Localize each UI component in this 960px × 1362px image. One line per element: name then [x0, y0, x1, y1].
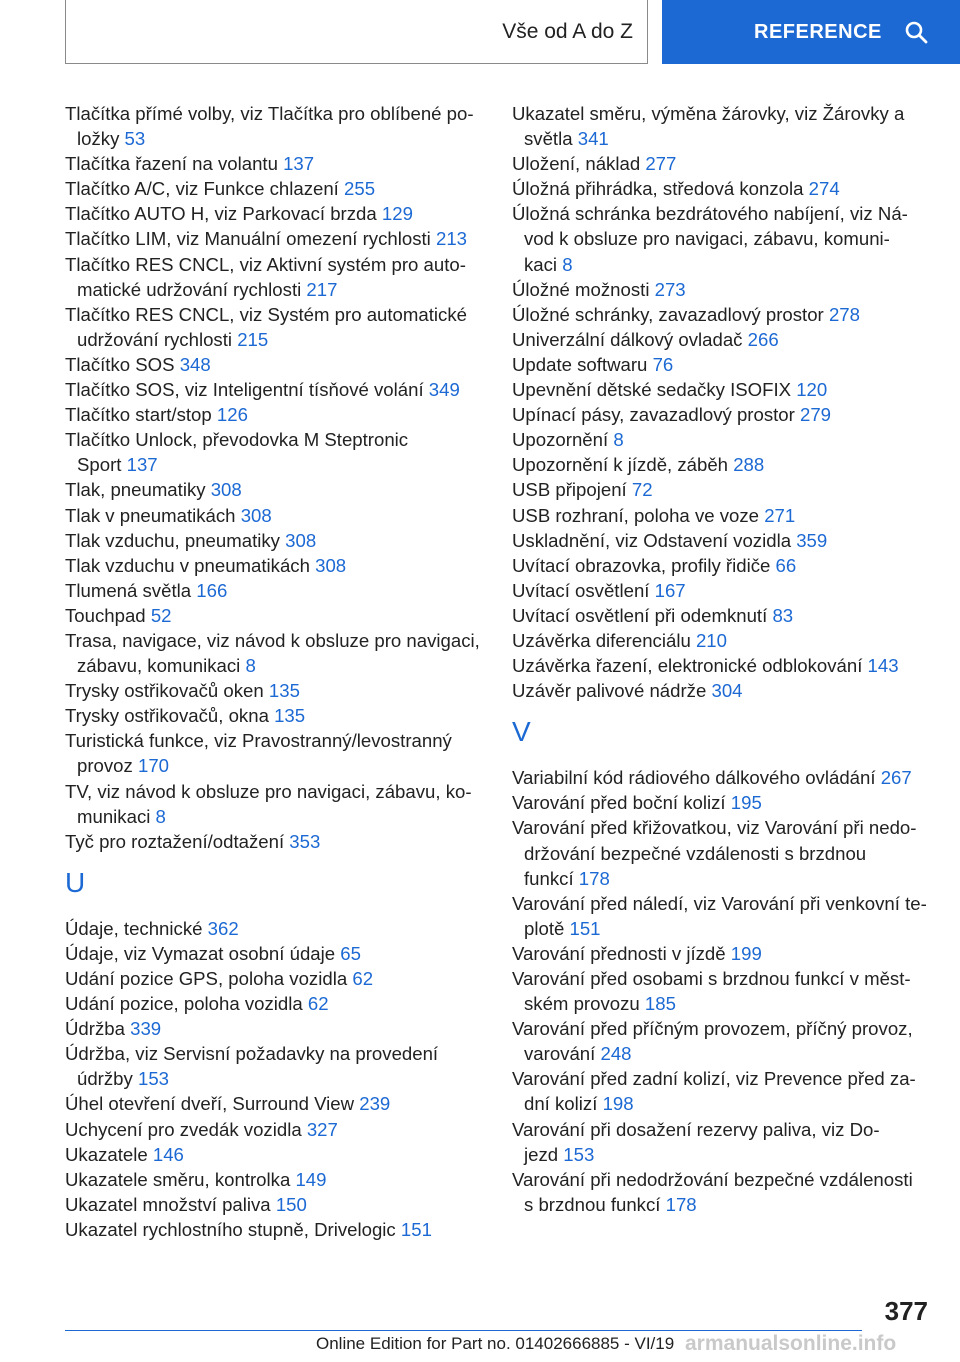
entry-term: Tlačítko A/C, viz Funkce chlazení — [65, 178, 339, 200]
page-link[interactable]: 120 — [796, 379, 828, 401]
page-link[interactable]: 166 — [196, 579, 228, 601]
page-link[interactable]: 273 — [654, 278, 686, 300]
page-link[interactable]: 62 — [352, 968, 374, 989]
index-entry — [65, 1167, 490, 1192]
page-link[interactable]: 8 — [155, 805, 166, 827]
entry-term: s brzdnou funkcí — [524, 1193, 661, 1215]
index-entry — [512, 327, 932, 352]
page-link[interactable]: 66 — [775, 554, 797, 576]
entry-term: Tlak vzduchu v pneumatikách — [65, 554, 310, 576]
index-entry — [65, 302, 490, 352]
entry-term: Upevnění dětské sedačky ISOFIX — [512, 379, 792, 401]
index-entry — [65, 252, 490, 302]
entry-term: světla — [524, 128, 573, 150]
page-link[interactable]: 143 — [867, 655, 899, 677]
index-entry — [65, 1117, 490, 1142]
page-link[interactable]: 362 — [207, 917, 239, 939]
index-entry — [512, 790, 932, 815]
page-link[interactable]: 178 — [578, 867, 610, 889]
page-link[interactable]: 341 — [577, 128, 609, 150]
entry-term: Turistická funkce, viz Pravostranný/levostranný — [65, 730, 452, 752]
index-entry — [512, 477, 932, 502]
index-column-left — [65, 101, 490, 1242]
page-link[interactable]: 149 — [295, 1168, 327, 1190]
entry-term: Uvítací osvětlení — [512, 579, 650, 601]
entry-term: matické udržování rychlosti — [77, 278, 302, 300]
index-entry — [65, 201, 490, 226]
entry-term: Tlačítko SOS — [65, 353, 175, 375]
index-entry — [65, 779, 490, 829]
index-entry — [512, 1016, 932, 1066]
page-link[interactable]: 308 — [210, 479, 242, 501]
index-entry — [512, 377, 932, 402]
entry-term: Uvítací obrazovka, profily řidiče — [512, 554, 771, 576]
index-entry — [65, 578, 490, 603]
index-entry — [65, 402, 490, 427]
index-entry — [65, 1091, 490, 1116]
index-entry — [512, 452, 932, 477]
page-link[interactable]: 137 — [126, 454, 158, 476]
page-link[interactable]: 195 — [730, 792, 762, 814]
index-entry — [512, 528, 932, 553]
index-entry — [65, 1016, 490, 1041]
index-entry — [512, 966, 932, 1016]
section-header — [65, 0, 648, 64]
entry-term: udržování rychlosti — [77, 328, 233, 350]
entry-term: Trysky ostřikovačů, okna — [65, 705, 269, 727]
entry-term: Udání pozice GPS, poloha vozidla — [65, 968, 348, 989]
entry-term: Ukazatel směru, výměna žárovky, viz Žárovky a — [512, 103, 905, 124]
index-entry — [65, 1192, 490, 1217]
index-entry — [512, 578, 932, 603]
entry-term: zábavu, komunikaci — [77, 655, 241, 677]
entry-term: ložky — [77, 128, 120, 150]
index-entry — [512, 1117, 932, 1167]
page-link[interactable]: 135 — [274, 705, 306, 727]
entry-term: Úložné schránky, zavazadlový prostor — [512, 303, 824, 325]
entry-term: držování bezpečné vzdálenosti s brzdnou — [524, 842, 867, 864]
entry-term: TV, viz návod k obsluze pro navigaci, zábavu, ko- — [65, 780, 472, 802]
entry-term: Update softwaru — [512, 353, 648, 375]
page-link[interactable]: 129 — [381, 203, 413, 225]
page-link[interactable]: 8 — [562, 253, 573, 275]
section-title: Vše od A do Z — [502, 19, 633, 43]
index-entry — [512, 765, 932, 790]
index-entry — [512, 941, 932, 966]
index-entry — [65, 176, 490, 201]
page-link[interactable]: 308 — [240, 504, 272, 526]
index-entry — [512, 1066, 932, 1116]
page-link[interactable]: 359 — [796, 529, 828, 551]
entry-term: Varování přednosti v jízdě — [512, 942, 726, 964]
page-link[interactable]: 217 — [306, 278, 338, 300]
index-entry — [512, 176, 932, 201]
index-entry — [65, 603, 490, 628]
index-entry — [65, 377, 490, 402]
page-link[interactable]: 271 — [764, 504, 796, 526]
index-entry — [512, 101, 932, 151]
entry-term: Tlak, pneumatiky — [65, 479, 206, 501]
index-entry — [512, 201, 932, 276]
page-link[interactable]: 52 — [150, 604, 172, 626]
index-entry — [65, 151, 490, 176]
page-link[interactable]: 178 — [665, 1193, 697, 1215]
page-link[interactable]: 83 — [772, 604, 794, 626]
entry-term: Uzávěrka řazení, elektronické odblokování — [512, 655, 863, 677]
page-link[interactable]: 239 — [359, 1093, 391, 1115]
entry-term: Tlačítko RES CNCL, viz Aktivní systém pro auto- — [65, 253, 466, 275]
page-link[interactable]: 279 — [800, 404, 832, 426]
page-link[interactable]: 151 — [400, 1218, 432, 1240]
page-link[interactable]: 213 — [435, 228, 468, 250]
page-link[interactable]: 153 — [137, 1068, 170, 1090]
entry-term: provoz — [77, 755, 133, 777]
entry-term: Ukazatele směru, kontrolka — [65, 1168, 291, 1190]
page-link[interactable]: 8 — [613, 429, 624, 451]
entry-term: Touchpad — [65, 604, 146, 626]
index-letter-heading: V — [512, 716, 531, 748]
index-letter-heading: U — [65, 866, 86, 898]
index-column-right — [512, 101, 932, 1217]
index-entry — [512, 628, 932, 653]
index-entry — [65, 991, 490, 1016]
page-link[interactable]: 65 — [340, 942, 361, 964]
page-link[interactable]: 199 — [730, 942, 762, 964]
entry-term: Tlumená světla — [65, 579, 192, 601]
entry-term: Tlačítko SOS, viz Inteligentní tísňové volání — [65, 379, 424, 401]
edition-text: Online Edition for Part no. 01402666885 - VI/19 — [316, 1334, 675, 1353]
index-entry — [512, 653, 932, 678]
reference-label: REFERENCE — [754, 20, 882, 43]
entry-term: Varování před boční kolizí — [512, 792, 726, 814]
page-link[interactable]: 304 — [711, 680, 743, 702]
page-link[interactable]: 76 — [652, 353, 674, 375]
index-entry — [512, 302, 932, 327]
index-entry — [65, 916, 490, 941]
entry-term: Uvítací osvětlení při odemknutí — [512, 604, 768, 626]
page-link[interactable]: 151 — [569, 917, 601, 939]
page-link[interactable]: 72 — [631, 479, 653, 501]
entry-term: údržby — [77, 1068, 133, 1090]
entry-term: USB rozhraní, poloha ve voze — [512, 504, 760, 526]
page-link[interactable]: 198 — [602, 1093, 634, 1115]
page-link[interactable]: 278 — [828, 303, 860, 325]
page-link[interactable]: 288 — [733, 454, 765, 476]
page-link[interactable]: 153 — [563, 1143, 595, 1165]
index-entry — [512, 815, 932, 890]
entry-term: varování — [524, 1043, 596, 1065]
entry-term: Varování před příčným provozem, příčný provoz, — [512, 1018, 913, 1040]
page-link[interactable]: 339 — [130, 1018, 162, 1040]
index-entry — [512, 503, 932, 528]
page-link[interactable]: 167 — [654, 579, 686, 601]
index-entry — [65, 1217, 490, 1242]
page-number: 377 — [884, 1296, 928, 1326]
page-link[interactable]: 267 — [880, 767, 912, 789]
page-link[interactable]: 274 — [808, 178, 840, 200]
entry-term: jezd — [524, 1143, 559, 1165]
page-link[interactable]: 327 — [306, 1118, 338, 1140]
entry-term: Úložné možnosti — [512, 278, 650, 300]
index-entry — [65, 503, 490, 528]
page-link[interactable]: 53 — [124, 128, 146, 150]
entry-term: Udání pozice, poloha vozidla — [65, 993, 303, 1015]
index-entry — [512, 678, 932, 703]
page-link[interactable]: 266 — [747, 328, 779, 350]
entry-term: Úložná přihrádka, středová konzola — [512, 178, 804, 200]
entry-term: Tlačítko AUTO H, viz Parkovací brzda — [65, 203, 377, 225]
index-entry — [65, 226, 490, 251]
page-link[interactable]: 135 — [268, 680, 300, 702]
page-link[interactable]: 170 — [137, 755, 170, 777]
entry-term: Tlačítka přímé volby, viz Tlačítka pro oblíbené po- — [65, 103, 474, 124]
page-link[interactable]: 126 — [216, 404, 248, 426]
entry-term: Tyč pro roztažení/odtažení — [65, 830, 285, 852]
entry-term: Tlačítko LIM, viz Manuální omezení rychlosti — [65, 228, 431, 250]
entry-term: plotě — [524, 917, 565, 939]
entry-term: dní kolizí — [524, 1093, 598, 1115]
reference-tab[interactable] — [662, 0, 960, 64]
entry-term: vod k obsluze pro navigaci, zábavu, komuni- — [524, 228, 890, 250]
page-link[interactable]: 215 — [237, 328, 269, 350]
page-link[interactable]: 308 — [285, 529, 317, 551]
entry-term: Ukazatel rychlostního stupně, Drivelogic — [65, 1218, 396, 1240]
page-link[interactable]: 248 — [600, 1043, 632, 1065]
index-entry — [512, 427, 932, 452]
index-entry — [512, 277, 932, 302]
index-entry — [65, 101, 490, 151]
entry-term: Varování při nedodržování bezpečné vzdálenosti — [512, 1168, 913, 1190]
index-entry — [512, 352, 932, 377]
search-icon[interactable] — [904, 20, 928, 44]
entry-term: kaci — [524, 253, 558, 275]
page-link[interactable]: 353 — [289, 830, 321, 852]
entry-term: Uchycení pro zvedák vozidla — [65, 1118, 302, 1140]
entry-term: Uskladnění, viz Odstavení vozidla — [512, 529, 792, 551]
page-link[interactable]: 210 — [695, 629, 727, 651]
index-entry — [65, 829, 490, 854]
entry-term: Varování před osobami s brzdnou funkcí v měst- — [512, 968, 911, 989]
page-link[interactable]: 8 — [245, 655, 256, 677]
entry-term: Upozornění k jízdě, záběh — [512, 454, 729, 476]
entry-term: Tlačítka řazení na volantu — [65, 153, 278, 175]
index-entry — [65, 678, 490, 703]
index-entry — [65, 941, 490, 966]
entry-term: Trysky ostřikovačů oken — [65, 680, 264, 702]
entry-term: ském provozu — [524, 993, 640, 1015]
page-link[interactable]: 146 — [152, 1143, 184, 1165]
index-entry — [65, 628, 490, 678]
index-entry — [65, 352, 490, 377]
page-link[interactable]: 348 — [179, 353, 211, 375]
index-entry — [65, 477, 490, 502]
entry-term: Upínací pásy, zavazadlový prostor — [512, 404, 795, 426]
page-link[interactable]: 185 — [644, 993, 676, 1015]
entry-term: Trasa, navigace, viz návod k obsluze pro navigaci, — [65, 629, 480, 651]
watermark: armanualsonline.info — [685, 1332, 897, 1355]
page-link[interactable]: 255 — [344, 178, 376, 200]
index-entry — [512, 553, 932, 578]
entry-term: Variabilní kód rádiového dálkového ovládání — [512, 767, 876, 789]
index-entry — [65, 728, 490, 778]
page-link[interactable]: 308 — [315, 554, 347, 576]
page-link[interactable]: 150 — [275, 1193, 307, 1215]
entry-term: Uzávěrka diferenciálu — [512, 629, 691, 651]
page-link[interactable]: 349 — [428, 379, 460, 401]
entry-term: Údaje, viz Vymazat osobní údaje — [65, 942, 336, 964]
entry-term: Ukazatel množství paliva — [65, 1193, 271, 1215]
index-entry — [512, 151, 932, 176]
page-link[interactable]: 137 — [283, 153, 315, 175]
index-entry — [65, 703, 490, 728]
entry-term: Údržba — [65, 1018, 125, 1040]
entry-term: funkcí — [524, 867, 574, 889]
footer — [65, 1330, 960, 1362]
entry-term: Varování před náledí, viz Varování při venkovní te- — [512, 892, 927, 914]
index-entry — [512, 402, 932, 427]
index-entry — [65, 1142, 490, 1167]
entry-term: Tlak v pneumatikách — [65, 504, 236, 526]
entry-term: Varování před zadní kolizí, viz Prevence před za- — [512, 1068, 916, 1090]
entry-term: Úložná schránka bezdrátového nabíjení, viz Ná- — [512, 203, 908, 225]
entry-term: Varování při dosažení rezervy paliva, viz Do- — [512, 1118, 880, 1140]
index-entry — [65, 427, 490, 477]
entry-term: Univerzální dálkový ovladač — [512, 328, 743, 350]
entry-term: Tlačítko Unlock, převodovka M Steptronic — [65, 429, 409, 451]
entry-term: Údaje, technické — [65, 917, 203, 939]
index-entry — [512, 891, 932, 941]
index-entry — [512, 1167, 932, 1217]
index-entry — [65, 528, 490, 553]
entry-term: Uzávěr palivové nádrže — [512, 680, 707, 702]
entry-term: USB připojení — [512, 479, 627, 501]
index-entry — [512, 603, 932, 628]
entry-term: Tlačítko start/stop — [65, 404, 212, 426]
entry-term: Uložení, náklad — [512, 153, 641, 175]
index-entry — [65, 1041, 490, 1091]
page-link[interactable]: 62 — [307, 993, 329, 1015]
index-entry — [65, 553, 490, 578]
entry-term: Tlak vzduchu, pneumatiky — [65, 529, 280, 551]
entry-term: Údržba, viz Servisní požadavky na provedení — [65, 1043, 439, 1065]
entry-term: Sport — [77, 454, 122, 476]
entry-term: munikaci — [77, 805, 151, 827]
page-link[interactable]: 277 — [645, 153, 677, 175]
entry-term: Varování před křižovatkou, viz Varování při nedo- — [512, 817, 917, 839]
entry-term: Ukazatele — [65, 1143, 148, 1165]
entry-term: Úhel otevření dveří, Surround View — [65, 1093, 355, 1115]
index-entry — [65, 966, 490, 991]
entry-term: Upozornění — [512, 429, 609, 451]
entry-term: Tlačítko RES CNCL, viz Systém pro automatické — [65, 303, 467, 325]
